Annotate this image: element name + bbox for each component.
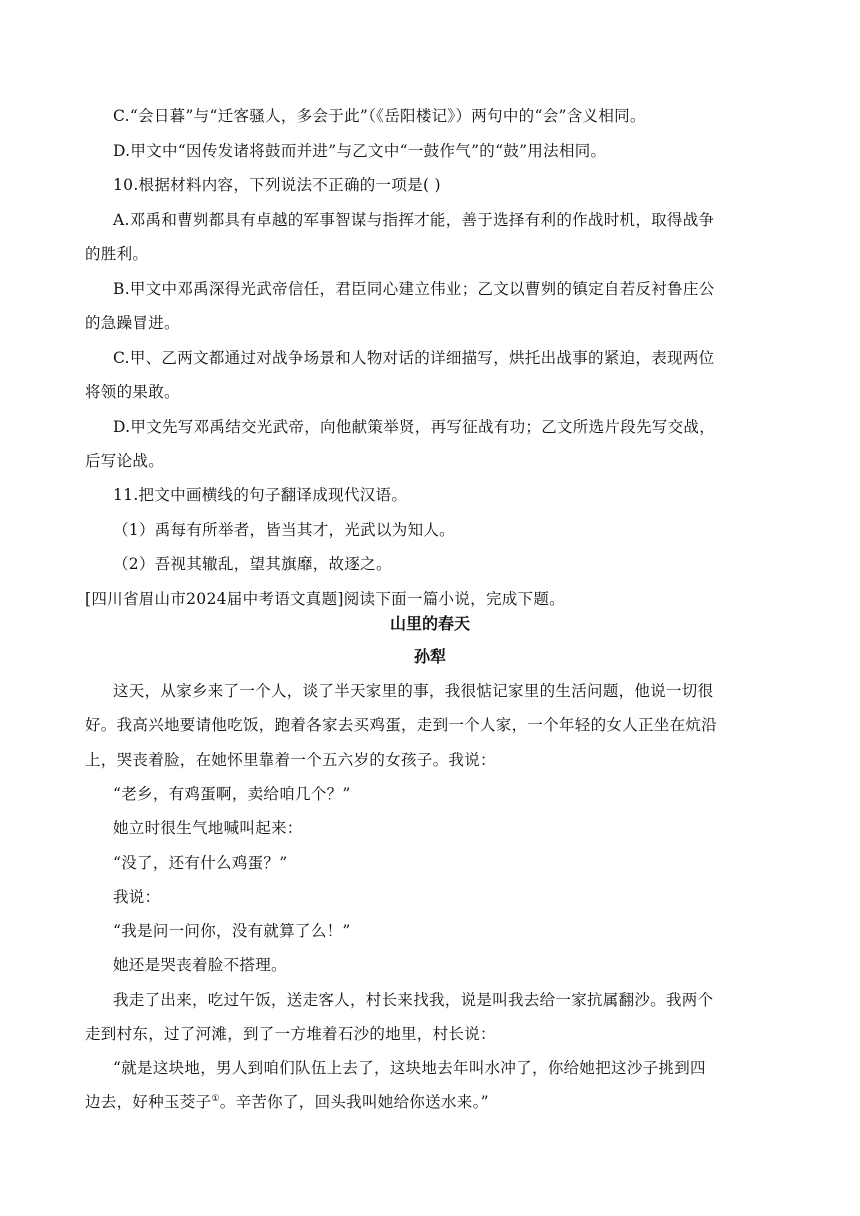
footnote-marker-1: ①	[211, 1093, 220, 1104]
story-paragraph-1-line1: 这天，从家乡来了一个人，谈了半天家里的事，我很惦记家里的生活问题，他说一切很	[113, 682, 714, 700]
q10-stem: 10.根据材料内容，下列说法不正确的一项是( )	[113, 176, 441, 194]
q9-option-c: C.“会日暮”与“迁客骚人，多会于此”（《岳阳楼记》）两句中的“会”含义相同。	[113, 107, 646, 125]
q10-option-b-line1: B.甲文中邓禹深得光武帝信任，君臣同心建立伟业；乙文以曹刿的镇定自若反衬鲁庄公	[113, 280, 715, 298]
story-dialogue-2: “没了，还有什么鸡蛋？”	[113, 854, 288, 872]
q10-option-a-line2: 的胜利。	[85, 245, 149, 263]
story-paragraph-3: 她立时很生气地喊叫起来：	[113, 819, 303, 837]
story-paragraph-7: 她还是哭丧着脸不搭理。	[113, 956, 287, 974]
q10-option-c-line1: C.甲、乙两文都通过对战争场景和人物对话的详细描写，烘托出战事的紧迫，表现两位	[113, 349, 715, 367]
q9-option-d: D.甲文中“因传发诸将鼓而并进”与乙文中“一鼓作气”的“鼓”用法相同。	[113, 142, 607, 160]
story-dialogue-4-text-a: 边去，好种玉茭子	[85, 1093, 212, 1111]
q10-option-b-line2: 的急躁冒进。	[85, 314, 180, 332]
story-author: 孙犁	[413, 647, 446, 666]
q10-option-c-line2: 将领的果敢。	[85, 383, 180, 401]
reading-intro: [四川省眉山市2024届中考语文真题]阅读下面一篇小说，完成下题。	[85, 590, 565, 608]
story-dialogue-4-line2	[85, 1092, 745, 1112]
story-dialogue-1: “老乡，有鸡蛋啊，卖给咱几个？”	[113, 785, 351, 803]
q11-sentence-1: （1）禹每有所举者，皆当其才，光武以为知人。	[113, 521, 455, 539]
story-paragraph-5: 我说：	[113, 888, 161, 906]
q11-sentence-2: （2）吾视其辙乱，望其旗靡，故逐之。	[113, 555, 392, 573]
story-dialogue-3: “我是问一问你，没有就算了么！”	[113, 922, 351, 940]
q11-stem: 11.把文中画横线的句子翻译成现代汉语。	[113, 486, 408, 504]
story-paragraph-1-line2: 好。我高兴地要请他吃饭，跑着各家去买鸡蛋，走到一个人家，一个年轻的女人正坐在炕沿	[85, 716, 718, 734]
story-dialogue-4-line1: “就是这块地，男人到咱们队伍上去了，这块地去年叫水冲了，你给她把这沙子挑到四	[113, 1059, 706, 1077]
q10-option-d-line2: 后写论战。	[85, 452, 165, 470]
story-dialogue-4-text-b: 。辛苦你了，回头我叫她给你送水来。”	[219, 1093, 489, 1111]
q10-option-a-line1: A.邓禹和曹刿都具有卓越的军事智谋与指挥才能，善于选择有利的作战时机，取得战争	[113, 211, 715, 229]
story-paragraph-1-line3: 上，哭丧着脸，在她怀里靠着一个五六岁的女孩子。我说：	[85, 751, 496, 769]
q10-option-d-line1: D.甲文先写邓禹结交光武帝，向他献策举贤，再写征战有功；乙文所选片段先写交战，	[113, 418, 716, 436]
story-paragraph-8-line2: 走到村东，过了河滩，到了一方堆着石沙的地里，村长说：	[85, 1025, 496, 1043]
story-paragraph-8-line1: 我走了出来，吃过午饭，送走客人，村长来找我，说是叫我去给一家抗属翻沙。我两个	[113, 991, 714, 1009]
story-title: 山里的春天	[389, 614, 470, 633]
